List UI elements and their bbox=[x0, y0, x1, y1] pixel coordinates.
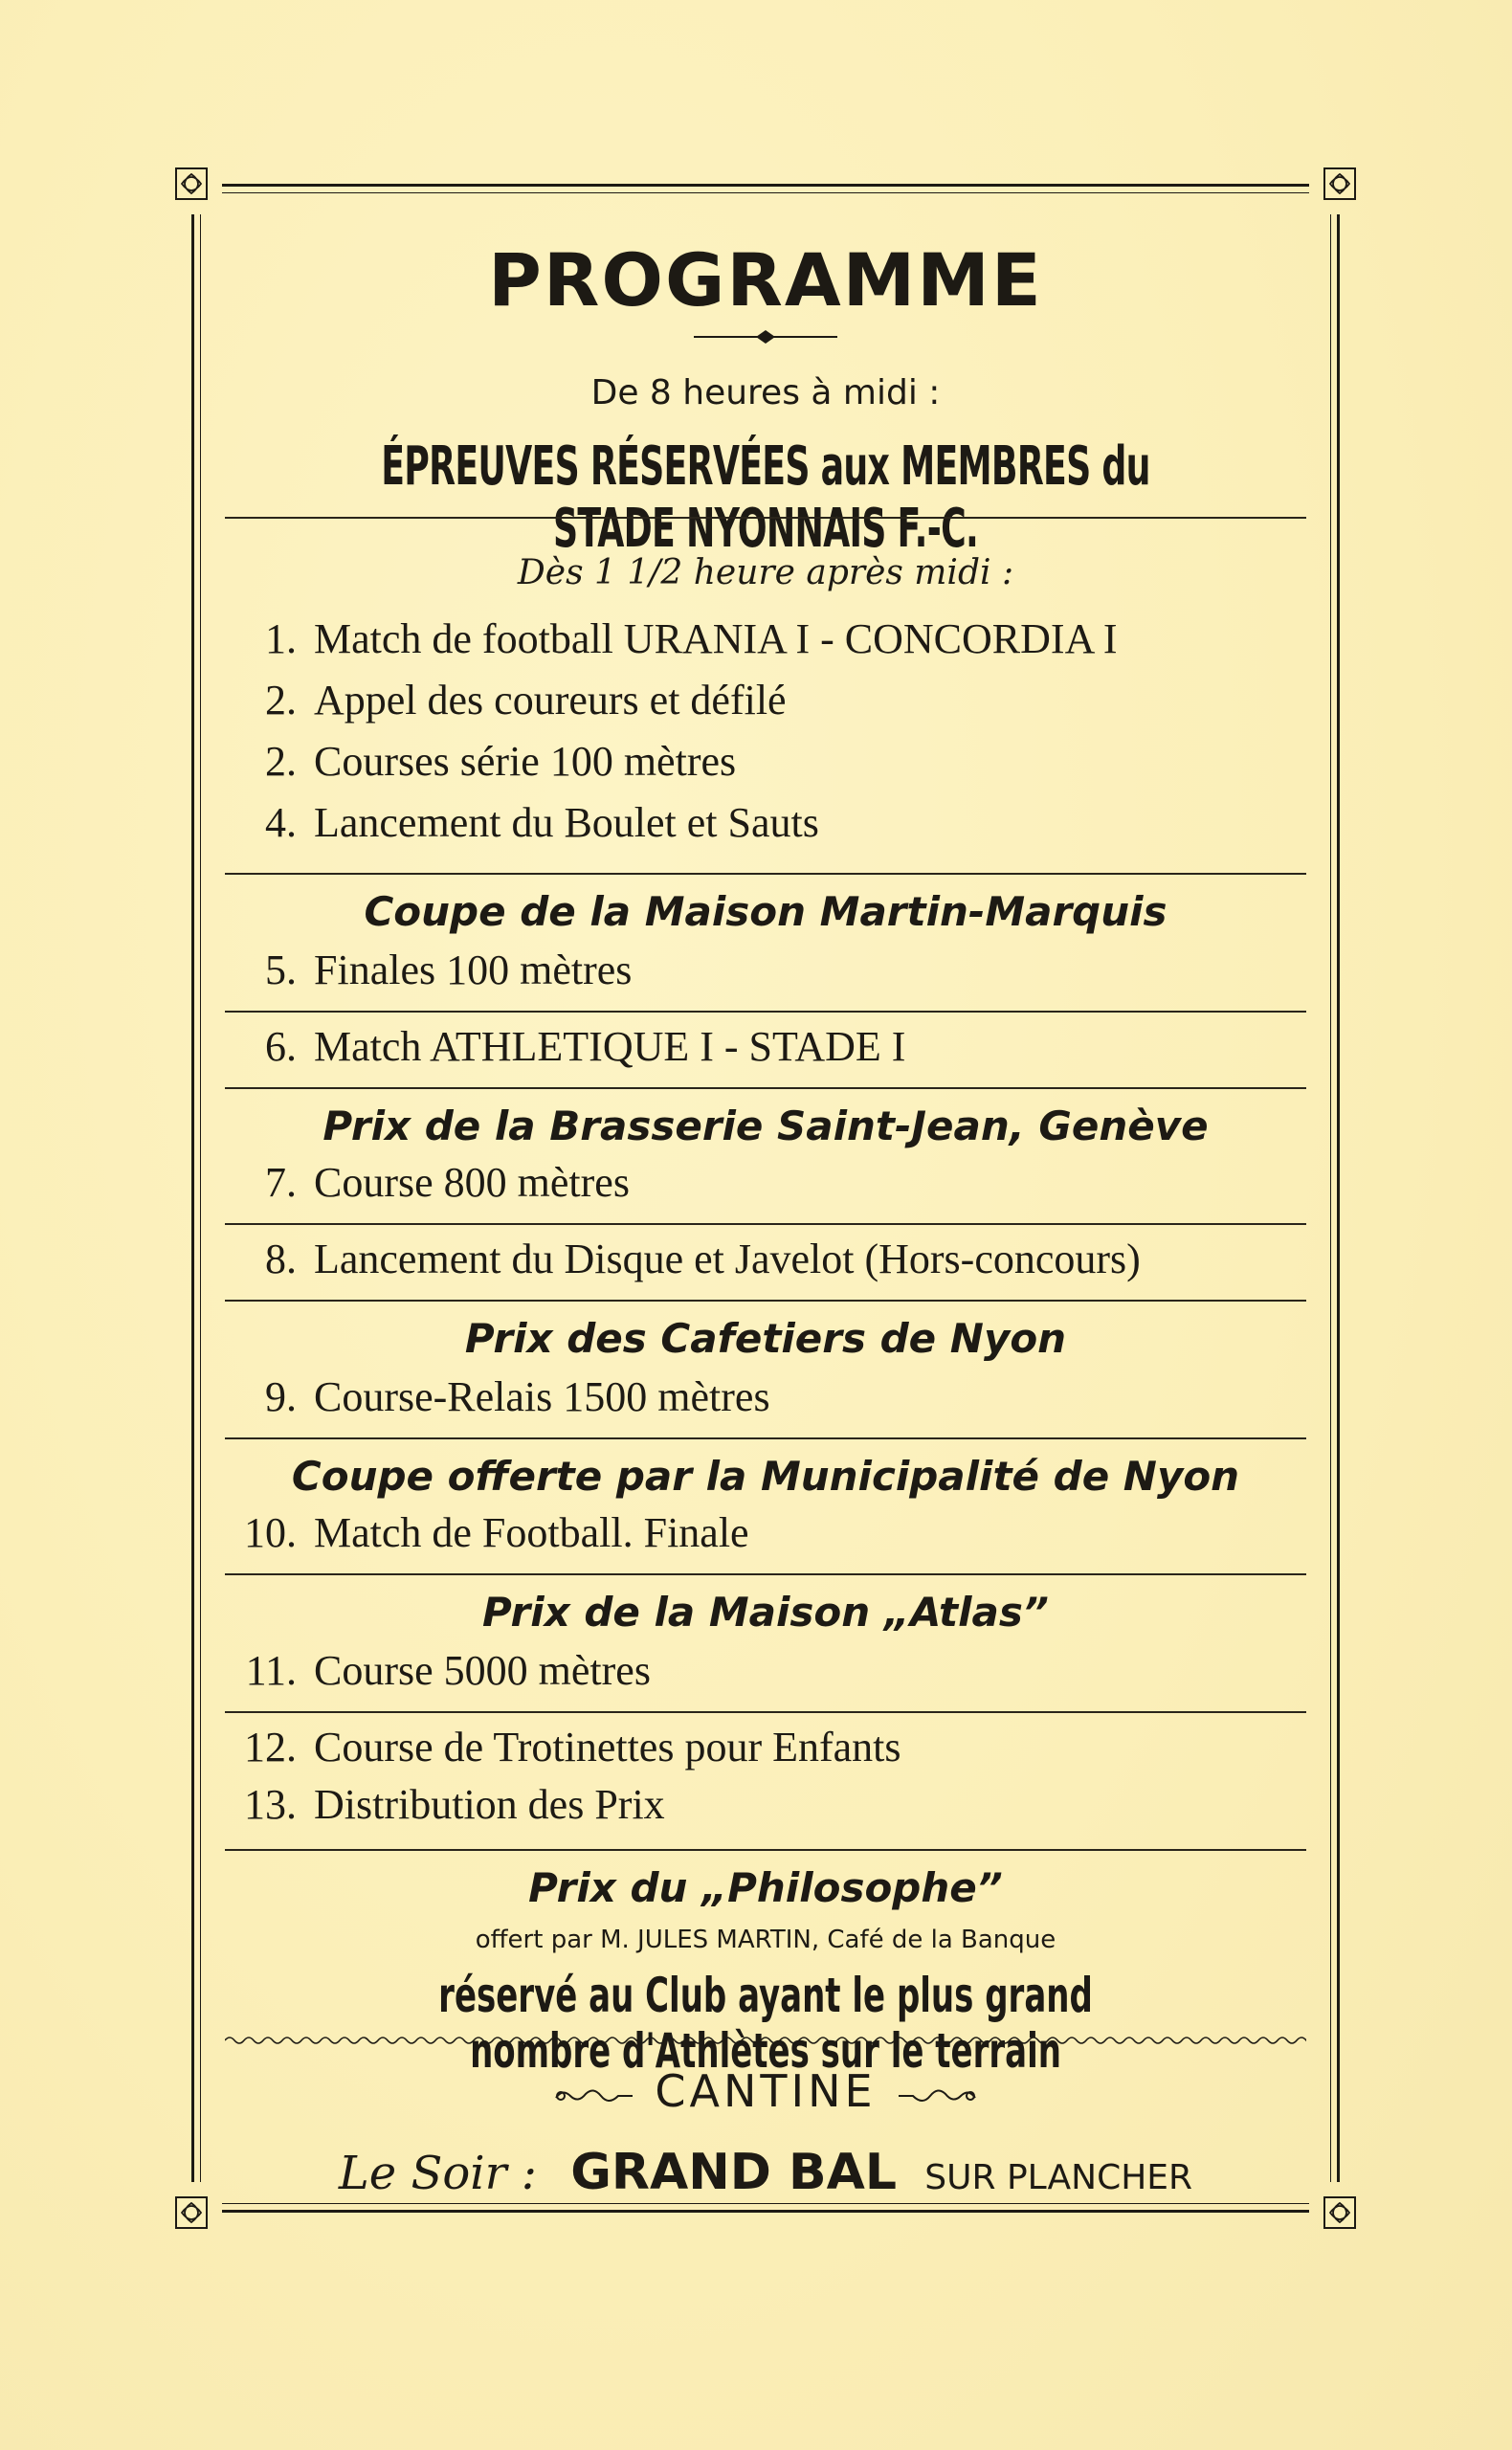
divider bbox=[225, 873, 1306, 875]
prize-heading: Prix des Cafetiers de Nyon bbox=[464, 1315, 1067, 1362]
grand-bal: GRAND BAL bbox=[570, 2144, 898, 2201]
list-item: 11. Course 5000 mètres bbox=[245, 1647, 651, 1694]
list-item: 12. Course de Trotinettes pour Enfants bbox=[244, 1724, 901, 1771]
divider bbox=[225, 1011, 1306, 1013]
cantine-label: CANTINE bbox=[655, 2065, 877, 2117]
reserved-heading: ÉPREUVES RÉSERVÉES aux MEMBRES du STADE NYONNAIS F.-C. bbox=[381, 435, 1150, 560]
divider bbox=[225, 1087, 1306, 1089]
list-item: 4. Lancement du Boulet et Sauts bbox=[265, 799, 819, 846]
prize-heading: Prix de la Maison „Atlas” bbox=[482, 1589, 1049, 1636]
list-item: 13. Distribution des Prix bbox=[244, 1781, 665, 1828]
sur-plancher: SUR PLANCHER bbox=[924, 2158, 1193, 2197]
offert-text: offert par M. JULES MARTIN, Café de la Banque bbox=[475, 1926, 1056, 1954]
prize-heading: Coupe offerte par la Municipalité de Nyon bbox=[291, 1453, 1240, 1500]
list-item: 1. Match de football URANIA I - CONCORDIA I bbox=[265, 615, 1118, 662]
morning-heading: De 8 heures à midi : bbox=[590, 373, 941, 412]
soir-label: Le Soir : bbox=[338, 2147, 537, 2200]
list-item: 9. Course-Relais 1500 mètres bbox=[265, 1373, 770, 1420]
divider bbox=[225, 1300, 1306, 1302]
flourish-left-icon bbox=[551, 2081, 637, 2109]
prize-heading: Coupe de la Maison Martin-Marquis bbox=[364, 888, 1167, 935]
list-item: 5. Finales 100 mètres bbox=[265, 947, 633, 993]
divider bbox=[225, 1573, 1306, 1575]
list-item: 6. Match ATHLETIQUE I - STADE I bbox=[265, 1023, 906, 1070]
afternoon-heading: Dès 1 1/2 heure après midi : bbox=[517, 553, 1014, 592]
divider bbox=[225, 1223, 1306, 1225]
prize-heading: Prix du „Philosophe” bbox=[528, 1864, 1003, 1911]
list-item: 7. Course 800 mètres bbox=[265, 1159, 630, 1206]
prize-heading: Prix de la Brasserie Saint-Jean, Genève bbox=[322, 1102, 1209, 1149]
club-text: réservé au Club ayant le plus grand nombre d'Athlètes sur le terrain bbox=[438, 1968, 1093, 2079]
flourish-right-icon bbox=[894, 2081, 980, 2109]
divider-ornament-icon bbox=[225, 327, 1306, 346]
divider bbox=[225, 517, 1306, 519]
cantine-heading bbox=[225, 2065, 1306, 2117]
divider bbox=[225, 1849, 1306, 1851]
corner-ornament-icon bbox=[172, 165, 211, 203]
list-item: 10. Match de Football. Finale bbox=[244, 1509, 749, 1556]
list-item: 2. Appel des coureurs et défilé bbox=[265, 677, 787, 724]
soir-line bbox=[225, 2144, 1306, 2201]
wavy-divider-icon bbox=[225, 2033, 1306, 2048]
divider bbox=[225, 1711, 1306, 1713]
corner-ornament-icon bbox=[1321, 2194, 1359, 2232]
page-title: PROGRAMME bbox=[488, 237, 1043, 323]
corner-ornament-icon bbox=[172, 2194, 211, 2232]
corner-ornament-icon bbox=[1321, 165, 1359, 203]
list-item: 2. Courses série 100 mètres bbox=[265, 738, 737, 785]
list-item: 8. Lancement du Disque et Javelot (Hors-concours) bbox=[265, 1236, 1141, 1282]
divider bbox=[225, 1437, 1306, 1439]
